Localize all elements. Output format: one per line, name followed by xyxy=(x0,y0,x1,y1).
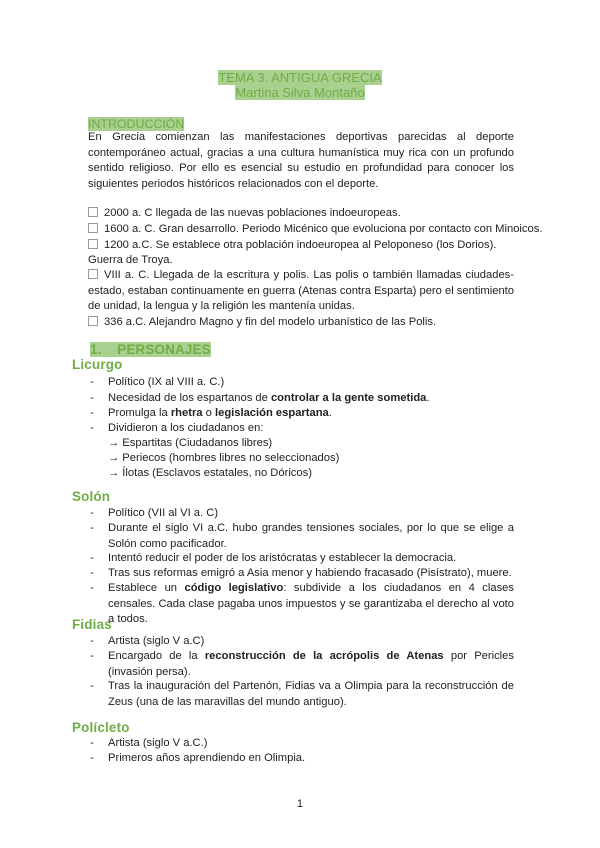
checkbox-icon xyxy=(88,269,98,279)
page-number: 1 xyxy=(296,798,304,810)
intro-paragraph: En Grecia comienzan las manifestaciones deportivas parecidas al deporte contemporáneo actual, gracias a una cultura humanística muy rica con un profundo sentido religioso. Por ello es esencial su estudio en profundidad para conocer los siguientes periodos históricos relacionados con el deporte. xyxy=(88,131,514,190)
bullet: - xyxy=(90,376,94,388)
timeline-item: Guerra de Troya. xyxy=(88,254,173,266)
timeline-item: 336 a.C. Alejandro Magno y fin del modelo urbanístico de las Polis. xyxy=(88,315,436,331)
checkbox-icon xyxy=(88,316,98,326)
list-item: Político (IX al VIII a. C.) xyxy=(108,376,225,388)
list-item: Artista (siglo V a.C.) xyxy=(108,737,208,749)
timeline-item: VIII a. C. Llegada de la escritura y polis. Las polis o también llamadas ciudades-estado, estaban continuamente en guerra (Atenas contra Esparta) pero el sentimiento de unidad, la lengua y la religión les mantenía unidas. xyxy=(88,269,515,313)
section-heading-personajes: 1. PERSONAJES xyxy=(90,342,211,357)
bullet: - xyxy=(90,422,94,434)
checkbox-icon xyxy=(88,223,98,233)
bullet: - xyxy=(90,752,94,764)
bullet: - xyxy=(90,582,94,594)
list-item: Tras sus reformas emigró a Asia menor y habiendo fracasado (Pisístrato), muere. xyxy=(108,567,512,579)
list-item: Político (VII al VI a. C) xyxy=(108,507,219,519)
sub-item: → Periecos (hombres libres no seleccionados) xyxy=(108,452,340,464)
document-author: Martina Silva Montaño xyxy=(235,85,365,100)
list-item: Primeros años aprendiendo en Olimpia. xyxy=(108,752,306,764)
sub-item: → Espartitas (Ciudadanos libres) xyxy=(108,437,273,449)
list-item: Dividieron a los ciudadanos en: xyxy=(108,422,264,434)
heading-licurgo: Licurgo xyxy=(72,357,123,372)
bullet: - xyxy=(90,567,94,579)
bullet: - xyxy=(90,680,94,692)
checkbox-icon xyxy=(88,207,98,217)
timeline-item: 2000 a. C llegada de las nuevas poblaciones indoeuropeas. xyxy=(88,206,401,222)
intro-heading: INTRODUCCIÓN xyxy=(88,117,185,131)
list-item: Tras la inauguración del Partenón, Fidias va a Olimpia para la reconstrucción de Zeus (una de las maravillas del mundo antiguo). xyxy=(108,680,514,708)
list-item: Promulga la rhetra o legislación espartana. xyxy=(108,407,332,419)
list-item: Establece un código legislativo: subdivide a los ciudadanos en 4 clases censales. Cada clase pagaba unos impuestos y se garantizaba el derecho al voto a todos. xyxy=(108,582,514,626)
heading-fidias: Fidias xyxy=(72,617,112,632)
document-title: TEMA 3. ANTIGUA GRECIA xyxy=(218,70,382,85)
list-item: Durante el siglo VI a.C. hubo grandes tensiones sociales, por lo que se elige a Solón como pacificador. xyxy=(108,522,514,550)
bullet: - xyxy=(90,635,94,647)
list-item: Artista (siglo V a.C) xyxy=(108,635,205,647)
list-item: Necesidad de los espartanos de controlar a la gente sometida. xyxy=(108,392,430,404)
list-item: Intentó reducir el poder de los aristócratas y establecer la democracia. xyxy=(108,552,457,564)
heading-solon: Solón xyxy=(72,489,111,504)
timeline-item: 1200 a.C. Se establece otra población indoeuropea al Peloponeso (los Dorios). xyxy=(88,238,496,254)
bullet: - xyxy=(90,650,94,662)
heading-policleto: Polícleto xyxy=(72,720,130,735)
bullet: - xyxy=(90,737,94,749)
checkbox-icon xyxy=(88,239,98,249)
timeline-item: 1600 a. C. Gran desarrollo. Periodo Micénico que evoluciona por contacto con Minoicos. xyxy=(88,222,542,238)
list-item: Encargado de la reconstrucción de la acrópolis de Atenas por Pericles (invasión persa). xyxy=(108,650,514,678)
bullet: - xyxy=(90,407,94,419)
bullet: - xyxy=(90,552,94,564)
sub-item: → Ílotas (Esclavos estatales, no Dóricos) xyxy=(108,467,312,479)
bullet: - xyxy=(90,392,94,404)
bullet: - xyxy=(90,507,94,519)
bullet: - xyxy=(90,522,94,534)
